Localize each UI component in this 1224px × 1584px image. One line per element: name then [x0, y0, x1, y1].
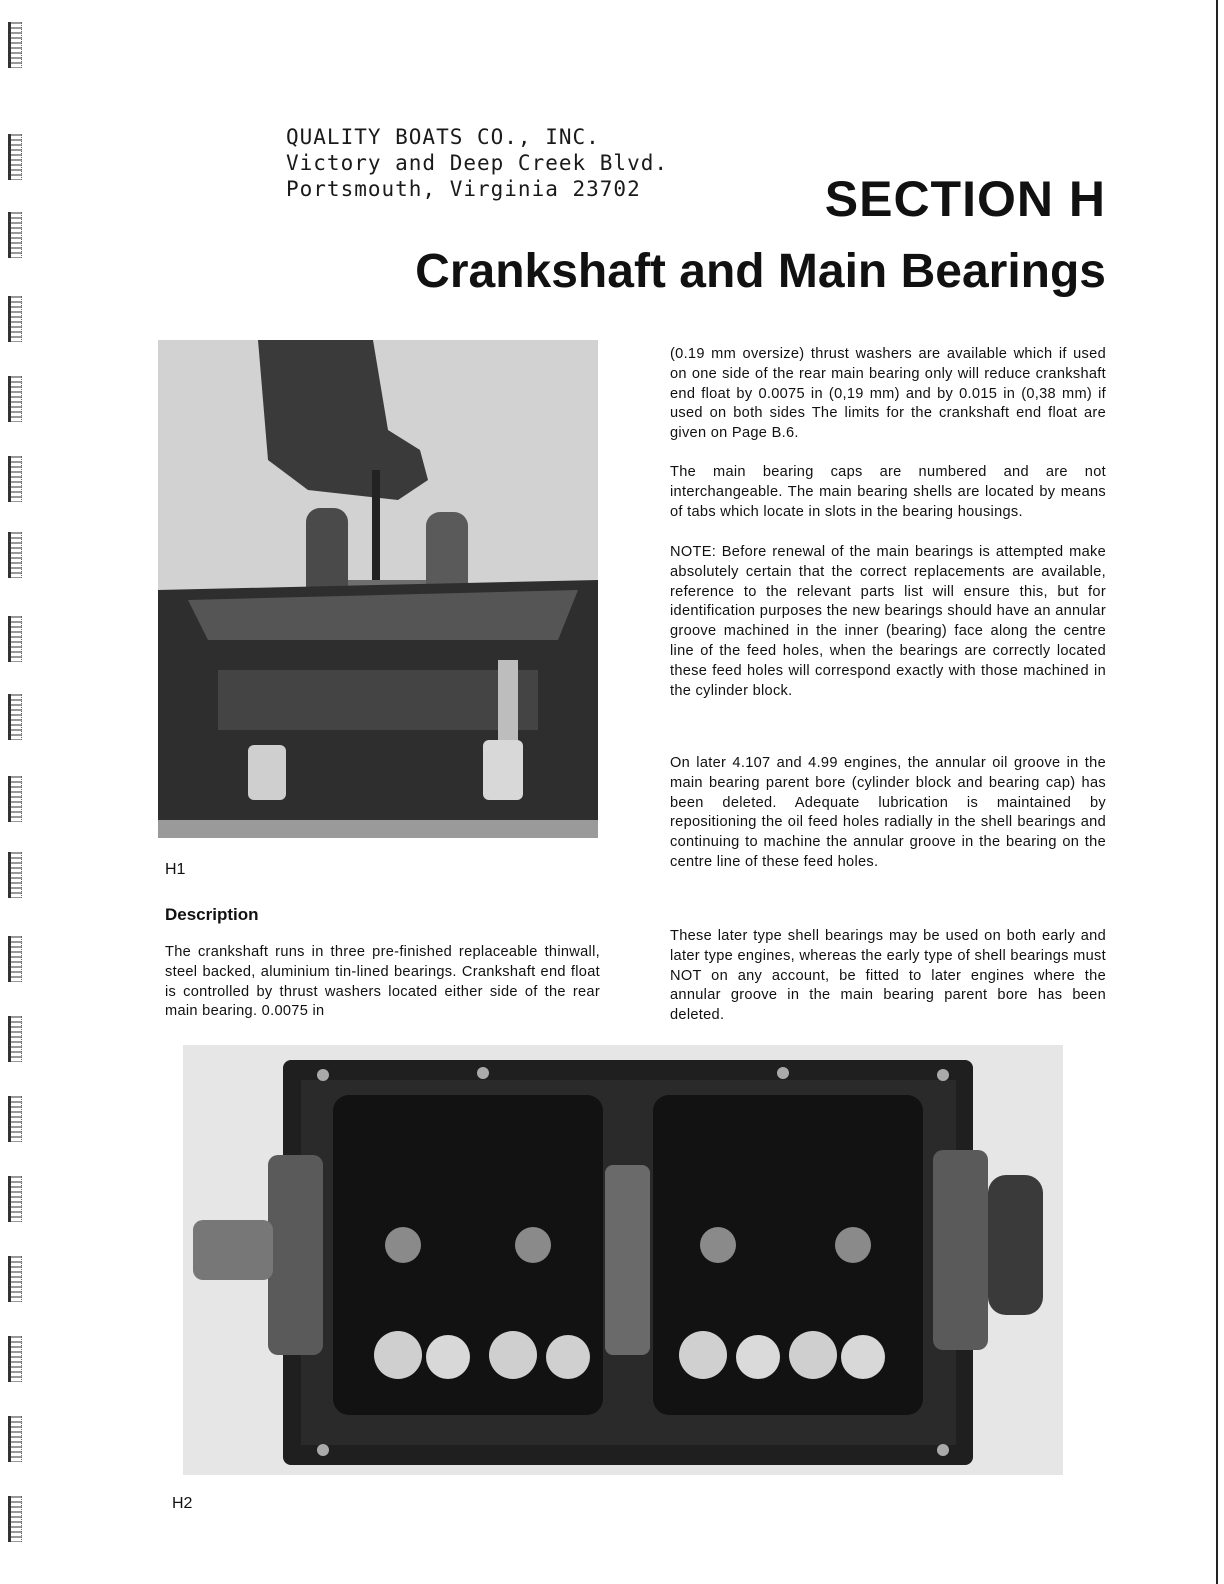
binding-hole [8, 296, 22, 342]
binding-hole [8, 22, 22, 68]
figure-h1-caption: H1 [165, 861, 186, 878]
stamp-company: QUALITY BOATS CO., INC. [286, 125, 600, 149]
binding-holes [0, 0, 40, 1584]
page-edge-rule [1216, 0, 1218, 1584]
figure-h2-caption: H2 [172, 1495, 193, 1512]
shell-bearings-paragraph: These later type shell bearings may be used on both early and later type engines, whereas the early type of shell bearings must NOT on any account, be fitted to later engines where the annular groove in the main bearing parent bore has been deleted. [670, 928, 1106, 1024]
binding-hole [8, 376, 22, 422]
description-paragraph: The crankshaft runs in three pre-finished replaceable thinwall, steel backed, aluminium tin-lined bearings. Crankshaft end float is controlled by thrust washers located either side of the rear main bearing. 0.0075 in [165, 944, 600, 1020]
figure-h1-photo [158, 340, 598, 838]
description-heading: Description [165, 905, 259, 924]
cylinder-block-underside-photo [183, 1045, 1063, 1475]
dealer-stamp [286, 124, 706, 202]
binding-hole [8, 212, 22, 258]
stamp-street: Victory and Deep Creek Blvd. [286, 151, 669, 175]
binding-hole [8, 776, 22, 822]
binding-hole [8, 1096, 22, 1142]
binding-hole [8, 616, 22, 662]
binding-hole [8, 694, 22, 740]
thrust-washer-paragraph: (0.19 mm oversize) thrust washers are available which if used on one side of the rear main bearing only will reduce crankshaft end float by 0.0075 in (0,19 mm) and by 0.015 in (0,38 mm) if used on both sides The limits for the crankshaft end float are given on Page B.6. [670, 346, 1106, 442]
binding-hole [8, 456, 22, 502]
bearing-caps-paragraph: The main bearing caps are numbered and are not interchangeable. The main bearing shells are located by means of tabs which locate in slots in the bearing housings. [670, 464, 1106, 520]
binding-hole [8, 852, 22, 898]
binding-hole [8, 1016, 22, 1062]
crankshaft-endfloat-photo [158, 340, 598, 838]
binding-hole [8, 1496, 22, 1542]
binding-hole [8, 1336, 22, 1382]
binding-hole [8, 1176, 22, 1222]
section-title: SECTION H [824, 171, 1106, 227]
binding-hole [8, 1416, 22, 1462]
binding-hole [8, 134, 22, 180]
binding-hole [8, 1256, 22, 1302]
stamp-city: Portsmouth, Virginia 23702 [286, 177, 641, 201]
chapter-title: Crankshaft and Main Bearings [415, 245, 1106, 298]
note-paragraph: NOTE: Before renewal of the main bearings is attempted make absolutely certain that the correct replacements are available, reference to the relevant parts list will ensure this, but for identification purposes the new bearings should have an annular groove machined in the inner (bearing) face along the centre line of the feed holes, when the bearings are correctly located these feed holes will correspond exactly with those machined in the cylinder block. [670, 544, 1106, 699]
figure-h2-photo [183, 1045, 1063, 1475]
later-engines-paragraph: On later 4.107 and 4.99 engines, the annular oil groove in the main bearing parent bore (cylinder block and bearing cap) has been deleted. Adequate lubrication is maintained by repositioning the oil feed holes radially in the shell bearings and continuing to machine the annular groove in the bearing on the centre line of these feed holes. [670, 755, 1106, 870]
binding-hole [8, 936, 22, 982]
binding-hole [8, 532, 22, 578]
